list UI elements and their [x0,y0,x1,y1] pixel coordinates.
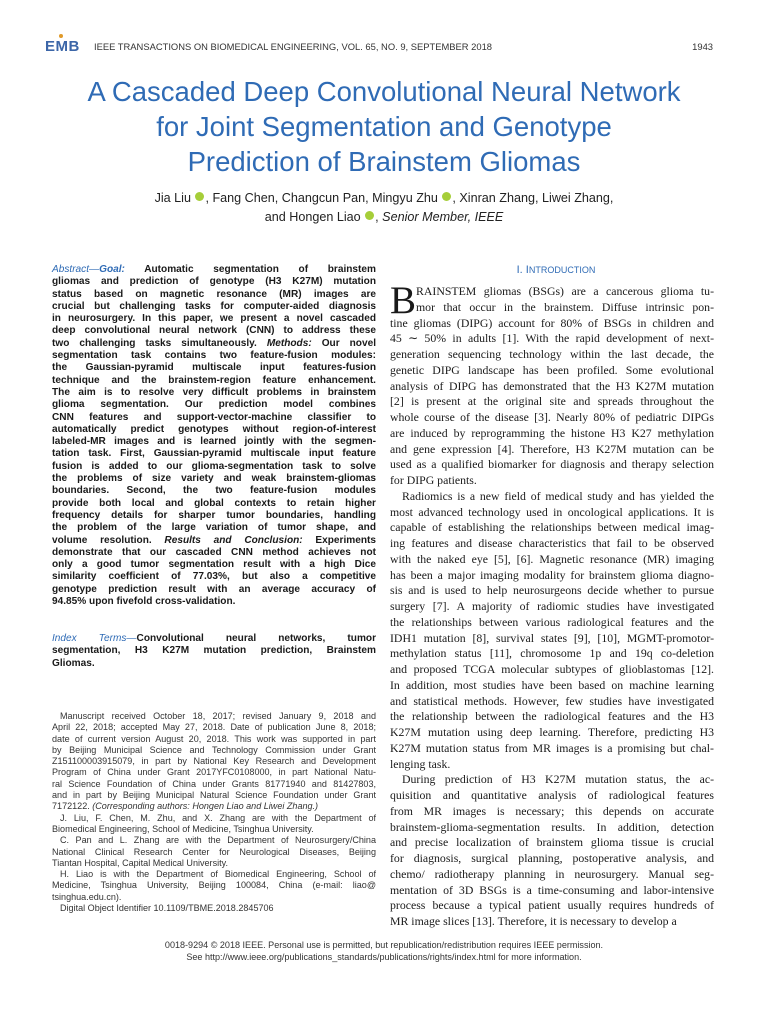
copyright-line: 0018-9294 © 2018 IEEE. Personal use is permitted, but republication/redistribution requires IEEE permission. [164,940,604,950]
abstract-line: tation task. First, Gaussian-pyramid multiscale input feature [52,448,376,460]
paragraph-line: for diagnosis, surgical planning, postoperative analysis, and [390,851,714,865]
abstract-line: technique and the brainstem-region feature enhancement. [52,374,376,386]
paragraph-line: surgery [7]. A majority of radiomic studies have investigated [390,599,714,613]
abstract-line: labeled-MR images and is learned jointly with the segmen- [52,436,376,448]
paragraph [390,772,714,930]
paragraph-line: MR image slices [13]. Therefore, it is necessary to develop a [390,914,677,928]
abstract-line: segmentation task contains two feature-fusion modules: [52,350,376,362]
methods-label: Methods: [266,337,312,349]
footnote-line: 7172122. (Corresponding authors: Hongen Liao and Liwei Zhang.) [52,801,319,812]
title-line: for Joint Segmentation and Genotype [156,111,612,142]
paragraph-line: RAINSTEM gliomas (BSGs) are a cancerous glioma tu- [416,284,714,298]
index-terms-line: Gliomas. [52,657,95,669]
page-number: 1943 [692,41,713,52]
abstract [52,264,376,608]
abstract-line: similarity coefficient of 77.03%, but also a competitive [52,571,376,583]
footnote-line: tsinghua.edu.cn). [52,891,122,902]
doi[interactable]: Digital Object Identifier 10.1109/TBME.2018.2845706 [60,903,274,914]
index-terms-line: Index Terms—Convolutional neural networks, tumor [52,633,377,644]
footnote-line: Manuscript received October 18, 2017; revised January 9, 2018 and [60,711,376,721]
running-header [45,38,713,58]
paragraph-line: and statistical methods. However, few studies have investigated [390,693,714,708]
abstract-line: the problem of the large variation of tumor shape, and [52,522,376,534]
abstract-line: only a good tumor segmentation result with a high Dice [52,559,376,571]
abstract-line: deep convolutional neural network (CNN) to address these [52,325,376,337]
paragraph-line: and gene expression [4]. Therefore, H3 K27M mutation can be [390,441,714,456]
paragraph-line: [2] is present at the original site and spreads throughout the [390,394,714,409]
abstract-label: Abstract— [52,264,100,275]
abstract-line: The aim is to resolve very difficult problems in brainstem [52,386,376,398]
index-terms-label: Index Terms— [52,633,137,644]
index-terms-line: segmentation, H3 K27M mutation prediction, Brainstem [52,645,376,657]
abstract-line: the problems of size variety and weak brainstem-gliomas [52,473,376,485]
membership: Senior Member, IEEE [382,210,504,224]
goal-label: Goal: [99,264,125,275]
footnote-line: H. Liao is with the Department of Biomedical Engineering, School of [60,869,376,880]
paragraph-line: most advanced technology used in oncological applications. It is [390,504,714,519]
abstract-line: provide both local and global contexts to retain higher [52,497,376,509]
author-line: and Hongen Liao , Senior Member, IEEE [264,210,504,224]
abstract-line: two challenging tasks simultaneously. Methods: Our novel [52,337,377,349]
footnote-line: Biomedical Engineering, School of Medicine, Tsinghua University. [52,823,314,834]
paragraph-line: and proposed TCGA molecular subtypes of glioblastomas [12]. [390,662,714,676]
paragraph-line: methylation status [11], chromosome 1p and 19q co-deletion [390,646,714,661]
index-terms [52,633,376,670]
paragraph-line: the relationships between various radiological features and the [390,614,714,629]
abstract-line: glioma segmentation. Our prediction model combines [52,399,376,411]
abstract-line: in neurosurgery. In this paper, we present a novel cascaded [52,313,376,325]
paragraph-line: quisition and quantitative analysis of radiological features [390,788,714,802]
paragraph [390,489,714,773]
paragraph-line: generation sequencing technology within the last decade, the [390,347,714,361]
results-label: Results and Conclusion: [164,534,303,546]
logo-dot [59,34,63,38]
orcid-icon[interactable] [365,211,374,220]
drop-cap: B [390,279,417,322]
abstract-line: fusion is added to our glioma-segmentation task to solve [52,460,376,472]
footnote-line: National Clinical Research Center for Neurological Diseases, Beijing [52,846,376,857]
emb-logo: EMB [45,38,80,55]
paragraph [390,279,714,489]
paragraph-line: IDH1 mutation [8], survival states [9], [10], MGMT-promotor- [390,630,714,645]
footnote-line: date of current version August 20, 2018. This work was supported in part [52,733,376,744]
paragraph-line: used as a qualified biomarker for diagnosis and therapy selection [390,457,714,472]
paragraph-line: brainstem-glioma-segmentation results. In addition, detection [390,819,714,834]
paragraph-line: 45 ∼ 50% in adults [1]. With the rapid development of next- [390,331,714,346]
paragraph-line: for DIPG patients. [390,473,477,487]
paragraph-line: whole course of the disease [3]. Nearly 80% of pediatric DIPGs [390,410,714,424]
abstract-line: Abstract—Goal: Automatic segmentation of brainstem [52,264,376,275]
footnote-line: C. Pan and L. Zhang are with the Department of Neurosurgery/China [60,835,376,846]
paragraph-line: ing features and disease characteristics that fail to be observed [390,536,714,550]
footnote [52,711,376,914]
paragraph-line: with the naked eye [5], [6]. Magnetic resonance (MR) imaging [390,551,714,566]
paragraph-line: and precise localization of brainstem glioma tissue is crucial [390,835,714,850]
abstract-line: 94.85% upon fivefold cross-validation. [52,596,236,608]
paragraph-line: process because a typical patient usually requires hundreds of [390,898,714,913]
paragraph-line: the relationship between the radiological features and the H3 [390,709,714,724]
footnote-line: Tiantan Hospital, Capital Medical University. [52,857,228,868]
orcid-icon[interactable] [195,192,204,201]
paragraph-line: In addition, most studies have been based on machine learning [390,677,714,692]
paragraph-line: K27M mutation status from MR images is a promising but chal- [390,740,714,755]
orcid-icon[interactable] [442,192,451,201]
title-line: Prediction of Brainstem Gliomas [187,146,581,177]
paragraph-line: from MR images is necessary; this depends on accurate [390,803,714,818]
copyright-notice [40,940,728,963]
paper-title [34,74,734,179]
abstract-line: automatically predict genotypes without region-of-interest [52,423,376,435]
footnote-line: Medicine, Tsinghua University, Beijing 100084, China (e-mail: liao@ [52,880,376,891]
footnote-line: by Beijing Municipal Science and Technology Commission under Grant [52,744,376,755]
author-list [84,189,684,227]
paragraph-line: mor that occur in the brainstem. Diffuse intrinsic pon- [416,299,714,314]
abstract-line: frequency details for sharper tumor boundaries, handling [52,509,376,521]
abstract-line: volume resolution. Results and Conclusion: Experiments [52,534,376,546]
paragraph-line: lenging task. [390,756,451,771]
abstract-line: status based on magnetic resonance (MR) images are [52,288,376,300]
footnote-line: Z151100003915079, in part by National Key Research and Development [52,756,376,767]
footnote-line: and in part by Beijing Municipal Natural Science Foundation under Grant [52,790,376,801]
paragraph-line: genetic DIPG landscape has been profiled. Some evolutional [390,362,714,377]
paragraph-line: mentation of 3D BSGs is a time-consuming and labor-intensive [390,882,714,897]
paragraph-line: capable of establishing the relationships between medical imag- [390,520,714,535]
abstract-line: boundaries. Second, the two feature-fusion modules [52,485,376,497]
paragraph-line: During prediction of H3 K27M mutation status, the ac- [402,772,714,787]
paragraph-line: tine gliomas (DIPG) account for 80% of BSGs in children and [390,315,714,330]
footnote-line: Program of China under Grant 2017YFC0108000, in part National Natu- [52,767,376,778]
copyright-line: See http://www.ieee.org/publications_standards/publications/rights/index.html for more information. [186,951,582,962]
journal-name: IEEE TRANSACTIONS ON BIOMEDICAL ENGINEERING, VOL. 65, NO. 9, SEPTEMBER 2018 [94,41,493,52]
paragraph-line: analysis of DIPG has demonstrated that the H3 K27M mutation [390,378,714,393]
paragraph-line: sis and is used to help neurosurgeons decide whether to pursue [390,583,714,598]
abstract-line: demonstrate that our cascaded CNN method achieves not [52,546,376,558]
abstract-line: CNN features and support-vector-machine classifier to [52,411,376,423]
paragraph-line: Radiomics is a new field of medical study and has yielded the [402,488,714,503]
author-line: Jia Liu , Fang Chen, Changcun Pan, Mingyu Zhu , Xinran Zhang, Liwei Zhang, [154,191,614,205]
paragraph-line: K27M mutation using deep learning. Therefore, predicting H3 [390,725,714,739]
footnote-line: J. Liu, F. Chen, M. Zhu, and X. Zhang are with the Department of [60,812,376,823]
abstract-line: crucial but challenging tasks for computer-aided diagnosis [52,300,376,312]
section-heading: I. INTRODUCTION [516,264,596,276]
abstract-line: genotype prediction result with an average accuracy of [52,583,376,595]
paragraph-line: are induced by reprogramming the histone H3 K27 methylation [390,425,714,440]
paragraph-line: has been a major imaging modality for brainstem glioma diagno- [390,567,714,582]
paragraph-line: chemo/ radiotherapy planning in neurosurgery. Manual seg- [390,866,714,881]
footnote-line: April 22, 2018; accepted May 27, 2018. Date of publication June 8, 2018; [52,722,376,733]
footnote-line: ral Science Foundation of China under Grants 81771940 and 81427803, [52,778,376,789]
abstract-line: gliomas and prediction of genotype (H3 K27M) mutation [52,276,376,288]
abstract-line: the Gaussian-pyramid multiscale input features-fusion [52,362,376,374]
title-line: A Cascaded Deep Convolutional Neural Network [87,76,681,107]
corresponding-authors: (Corresponding authors: Hongen Liao and Liwei Zhang.) [92,801,319,812]
introduction-body [390,279,714,930]
